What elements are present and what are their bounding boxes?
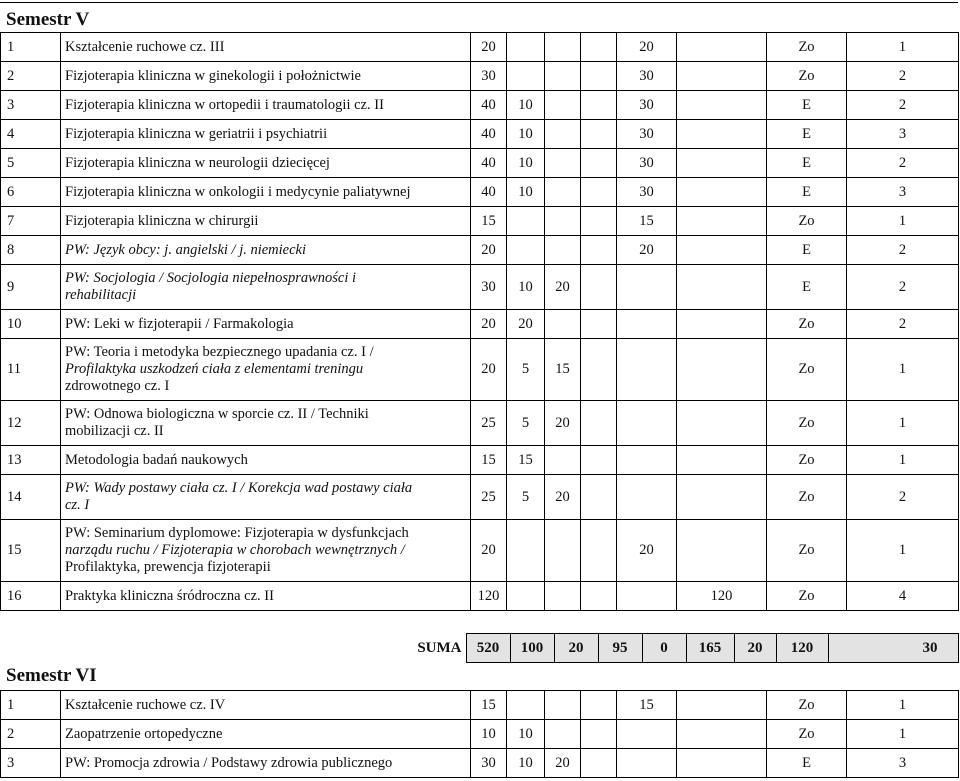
row-number: 1 [1,33,61,62]
table-row: 3 Fizjoterapia kliniczna w ortopedii i traumatologii cz. II 40 10 30 E 2 [1,91,959,120]
sum-label: SUMA [404,634,466,663]
table-row: 2 Fizjoterapia kliniczna w ginekologii i położnictwie 30 30 Zo 2 [1,62,959,91]
subject-name: Kształcenie ruchowe cz. III [61,33,471,62]
table-row: 9 PW: Socjologia / Socjologia niepełnosprawności i rehabilitacji 30 10 20 E 2 [1,265,959,310]
table-row: 1 Kształcenie ruchowe cz. III 20 20 Zo 1 [1,33,959,62]
semester5-header [0,2,958,33]
table-row: 8 PW: Język obcy: j. angielski / j. niemiecki 20 20 E 2 [1,236,959,265]
table-row: 12 PW: Odnowa biologiczna w sporcie cz. II / Techniki mobilizacji cz. II 25 5 20 Zo 1 [1,401,959,446]
table-row: 14 PW: Wady postawy ciała cz. I / Korekcja wad postawy ciała cz. I 25 5 20 Zo 2 [1,475,959,520]
table-row: 6 Fizjoterapia kliniczna w onkologii i medycynie paliatywnej 40 10 30 E 3 [1,178,959,207]
table-row: 5 Fizjoterapia kliniczna w neurologii dziecięcej 40 10 30 E 2 [1,149,959,178]
table-row: 13 Metodologia badań naukowych 15 15 Zo 1 [1,446,959,475]
table-row: 16 Praktyka kliniczna śródroczna cz. II 120 120 Zo 4 [1,582,959,611]
sum-row: SUMA 520 100 20 95 0 165 20 120 30 [404,633,959,663]
table-row: 7 Fizjoterapia kliniczna w chirurgii 15 15 Zo 1 [1,207,959,236]
table-row: 2 Zaopatrzenie ortopedyczne 10 10 Zo 1 [1,720,959,749]
table-row: 3 PW: Promocja zdrowia / Podstawy zdrowia publicznego 30 10 20 E 3 [1,749,959,778]
table-row: 1 Kształcenie ruchowe cz. IV 15 15 Zo 1 [1,691,959,720]
semester6-table [0,690,959,778]
table-row: 10 PW: Leki w fizjoterapii / Farmakologia 20 20 Zo 2 [1,310,959,339]
semester6-header [0,663,958,693]
table-row: 4 Fizjoterapia kliniczna w geriatrii i psychiatrii 40 10 30 E 3 [1,120,959,149]
semester5-title: Semestr V [6,9,90,30]
table-row: 11 PW: Teoria i metodyka bezpiecznego upadania cz. I / Profilaktyka uszkodzeń ciała z elementami treningu zdrowotnego cz. I 20 5 15 Zo 1 [1,339,959,401]
semester5-table [0,32,959,611]
semester6-title: Semestr VI [6,665,97,686]
table-row: 15 PW: Seminarium dyplomowe: Fizjoterapia w dysfunkcjach narządu ruchu / Fizjoterapia w chorobach wewnętrznych / Profilaktyka, prewencja fizjoterapii 20 20 Zo 1 [1,520,959,582]
